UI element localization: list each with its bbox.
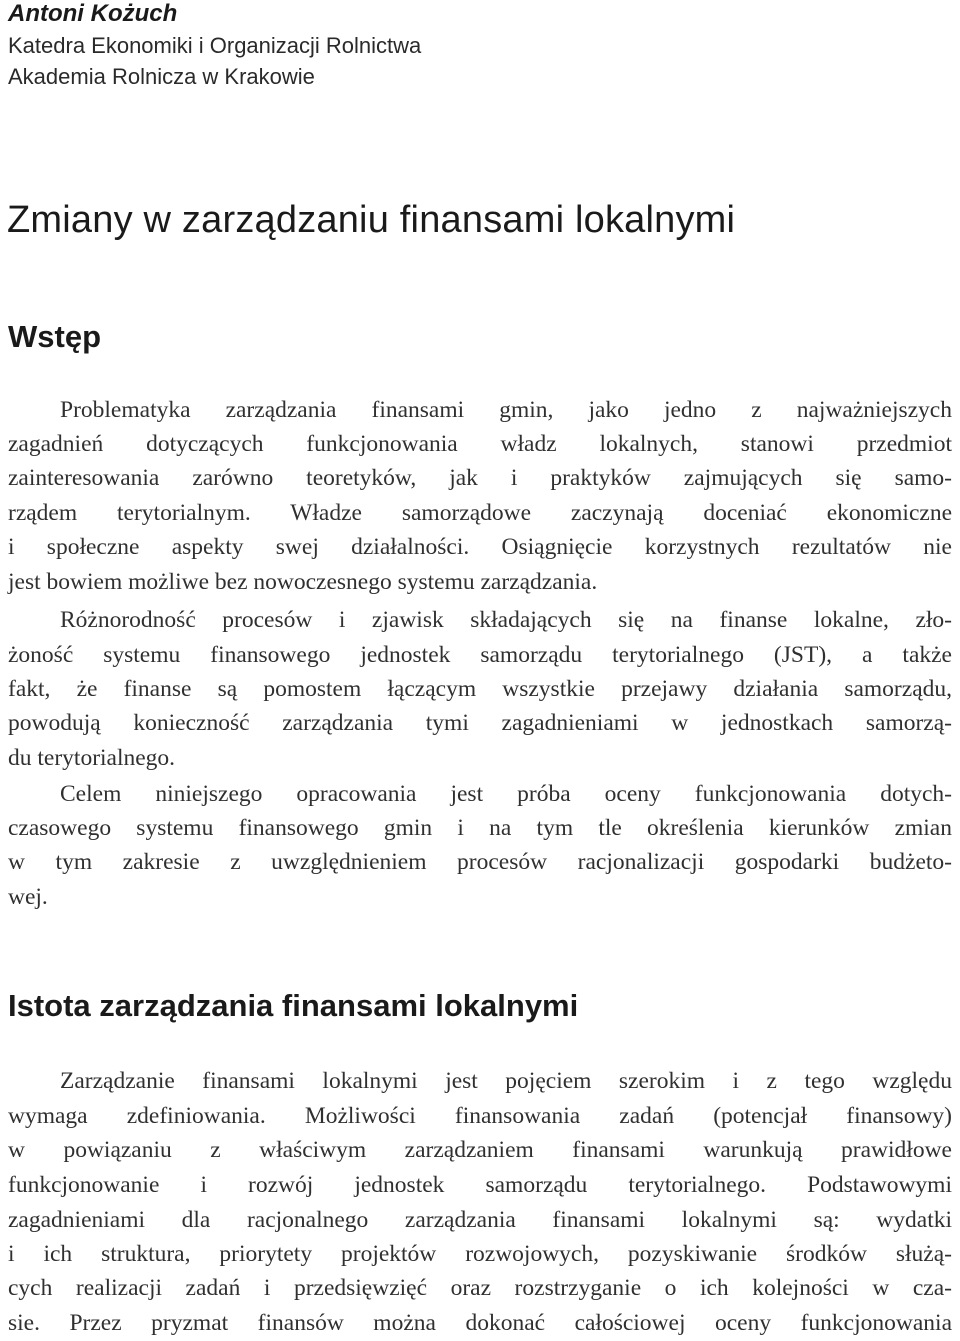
body-line: fakt, że finanse są pomostem łączącym wszystkie przejawy działania samorządu,	[8, 676, 952, 702]
body-line: w powiązaniu z właściwym zarządzaniem finansami warunkują prawidłowe	[8, 1137, 952, 1163]
body-line: jest bowiem możliwe bez nowoczesnego systemu zarządzania.	[8, 569, 598, 595]
affiliation-department: Katedra Ekonomiki i Organizacji Rolnictwa	[8, 33, 422, 58]
affiliation-university: Akademia Rolnicza w Krakowie	[8, 64, 315, 89]
body-line: żoność systemu finansowego jednostek samorządu terytorialnego (JST), a także	[8, 642, 952, 668]
section-heading-istota: Istota zarządzania finansami lokalnymi	[8, 988, 579, 1023]
body-line: sie. Przez pryzmat finansów można dokonać całościowej oceny funkcjonowania	[8, 1310, 952, 1336]
body-line: funkcjonowanie i rozwój jednostek samorządu terytorialnego. Podstawowymi	[8, 1172, 952, 1198]
body-line: Zarządzanie finansami lokalnymi jest pojęciem szerokim i z tego względu	[60, 1068, 952, 1094]
body-line: i społeczne aspekty swej działalności. Osiągnięcie korzystnych rezultatów nie	[8, 534, 952, 560]
author-name: Antoni Kożuch	[8, 0, 178, 27]
body-line: i ich struktura, priorytety projektów rozwojowych, pozyskiwanie środków służą-	[8, 1241, 952, 1267]
body-line: wej.	[8, 884, 48, 910]
section-heading-wstep: Wstęp	[8, 319, 101, 354]
body-line: w tym zakresie z uwzględnieniem procesów racjonalizacji gospodarki budżeto-	[8, 849, 952, 875]
body-line: Celem niniejszego opracowania jest próba oceny funkcjonowania dotych-	[60, 781, 952, 807]
paper-title: Zmiany w zarządzaniu finansami lokalnymi	[7, 199, 736, 241]
body-line: Różnorodność procesów i zjawisk składających się na finanse lokalne, zło-	[60, 607, 952, 633]
body-line: zainteresowania zarówno teoretyków, jak i praktyków zajmujących się samo-	[8, 465, 952, 491]
body-line: rządem terytorialnym. Władze samorządowe zaczynają doceniać ekonomiczne	[8, 500, 952, 526]
body-line: du terytorialnego.	[8, 745, 176, 771]
body-line: Problematyka zarządzania finansami gmin, jako jedno z najważniejszych	[60, 397, 952, 423]
body-line: wymaga zdefiniowania. Możliwości finansowania zadań (potencjał finansowy)	[8, 1103, 952, 1129]
body-line: cych realizacji zadań i przedsięwzięć oraz rozstrzyganie o ich kolejności w cza-	[8, 1275, 952, 1301]
body-line: zagadnieniami dla racjonalnego zarządzania finansami lokalnymi są: wydatki	[8, 1207, 952, 1233]
body-line: zagadnień dotyczących funkcjonowania władz lokalnych, stanowi przedmiot	[8, 431, 952, 457]
body-line: powodują konieczność zarządzania tymi zagadnieniami w jednostkach samorzą-	[8, 710, 952, 736]
body-line: czasowego systemu finansowego gmin i na tym tle określenia kierunków zmian	[8, 815, 952, 841]
